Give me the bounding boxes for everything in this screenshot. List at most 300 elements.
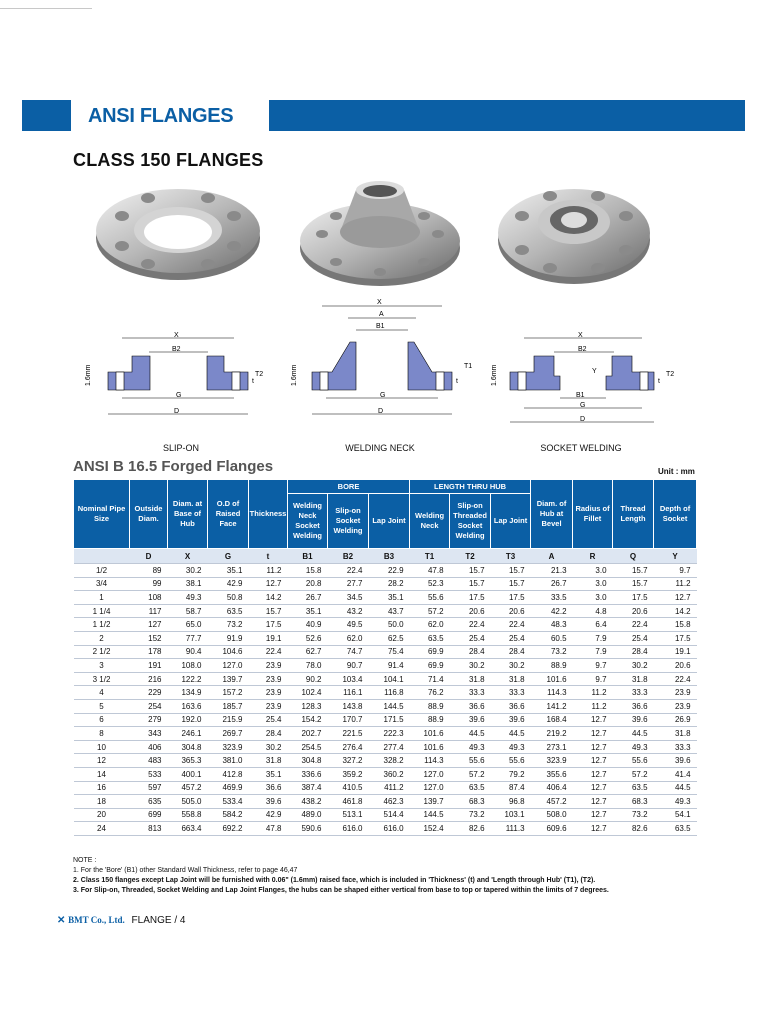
value-cell: 609.6 — [531, 822, 573, 836]
value-cell: 90.7 — [328, 659, 369, 673]
value-cell: 90.2 — [288, 672, 328, 686]
svg-text:1.6mm: 1.6mm — [291, 364, 298, 386]
value-cell: 35.1 — [249, 767, 288, 781]
svg-text:D: D — [174, 408, 180, 415]
value-cell: 304.8 — [288, 754, 328, 768]
value-cell: 185.7 — [208, 699, 249, 713]
value-cell: 359.2 — [328, 767, 369, 781]
value-cell: 63.5 — [450, 781, 491, 795]
table-row — [74, 727, 697, 741]
value-cell: 127.0 — [208, 659, 249, 673]
value-cell: 62.0 — [328, 631, 369, 645]
value-cell: 152.4 — [410, 822, 450, 836]
value-cell: 104.1 — [369, 672, 410, 686]
table-row — [74, 795, 697, 809]
brand-name: BMT Co., Ltd. — [68, 915, 125, 925]
value-cell: 26.9 — [654, 713, 697, 727]
symbol-cell: A — [531, 549, 573, 564]
value-cell: 246.1 — [168, 727, 208, 741]
value-cell: 22.4 — [249, 645, 288, 659]
value-cell: 11.2 — [249, 564, 288, 578]
svg-text:t: t — [252, 378, 254, 385]
value-cell: 60.5 — [531, 631, 573, 645]
header-thickness: Thickness — [249, 480, 288, 549]
value-cell: 44.5 — [654, 781, 697, 795]
welding-neck-flange-photo — [296, 176, 464, 288]
value-cell: 35.1 — [208, 564, 249, 578]
value-cell: 171.5 — [369, 713, 410, 727]
value-cell: 69.9 — [410, 659, 450, 673]
value-cell: 229 — [130, 686, 168, 700]
value-cell: 191 — [130, 659, 168, 673]
table-row — [74, 713, 697, 727]
value-cell: 28.4 — [450, 645, 491, 659]
value-cell: 63.5 — [410, 631, 450, 645]
value-cell: 12.7 — [573, 795, 613, 809]
value-cell: 4.8 — [573, 604, 613, 618]
pipe-size-cell: 2 1/2 — [74, 645, 130, 659]
value-cell: 12.7 — [573, 727, 613, 741]
value-cell: 36.6 — [249, 781, 288, 795]
symbol-row — [74, 549, 697, 564]
value-cell: 411.2 — [369, 781, 410, 795]
value-cell: 336.6 — [288, 767, 328, 781]
value-cell: 31.8 — [491, 672, 531, 686]
value-cell: 36.6 — [613, 699, 654, 713]
value-cell: 23.9 — [249, 659, 288, 673]
header-bore: BORE — [288, 480, 410, 494]
value-cell: 3.0 — [573, 564, 613, 578]
page-label: FLANGE / 4 — [131, 915, 186, 926]
table-body — [74, 549, 697, 836]
value-cell: 116.1 — [328, 686, 369, 700]
value-cell: 254.5 — [288, 740, 328, 754]
value-cell: 28.4 — [491, 645, 531, 659]
value-cell: 17.5 — [491, 591, 531, 605]
symbol-cell: B3 — [369, 549, 410, 564]
value-cell: 39.6 — [249, 795, 288, 809]
value-cell: 127.0 — [410, 781, 450, 795]
value-cell: 22.4 — [491, 618, 531, 632]
value-cell: 88.9 — [531, 659, 573, 673]
value-cell: 30.2 — [450, 659, 491, 673]
svg-text:G: G — [580, 402, 586, 409]
value-cell: 219.2 — [531, 727, 573, 741]
value-cell: 26.7 — [288, 591, 328, 605]
value-cell: 22.4 — [328, 564, 369, 578]
value-cell: 57.2 — [410, 604, 450, 618]
value-cell: 108 — [130, 591, 168, 605]
value-cell: 616.0 — [369, 822, 410, 836]
value-cell: 15.7 — [450, 577, 491, 591]
note-item: 1. For the 'Bore' (B1) other Standard Wall Thickness, refer to page 46,47 — [73, 867, 298, 874]
value-cell: 44.5 — [450, 727, 491, 741]
value-cell: 457.2 — [531, 795, 573, 809]
slip-on-diagram — [84, 294, 264, 429]
value-cell: 23.9 — [654, 686, 697, 700]
pipe-size-cell: 3 — [74, 659, 130, 673]
symbol-cell: T3 — [491, 549, 531, 564]
table-row — [74, 699, 697, 713]
value-cell: 43.7 — [369, 604, 410, 618]
value-cell: 39.6 — [654, 754, 697, 768]
value-cell: 15.7 — [450, 564, 491, 578]
value-cell: 78.0 — [288, 659, 328, 673]
brand-logo-icon: ✕ — [57, 915, 66, 926]
value-cell: 31.8 — [613, 672, 654, 686]
header-nominal-pipe-size: Nominal Pipe Size — [74, 480, 130, 549]
value-cell: 3.0 — [573, 577, 613, 591]
svg-text:A: A — [379, 311, 384, 318]
symbol-cell: G — [208, 549, 249, 564]
symbol-cell: T1 — [410, 549, 450, 564]
value-cell: 50.0 — [369, 618, 410, 632]
value-cell: 57.2 — [613, 767, 654, 781]
value-cell: 304.8 — [168, 740, 208, 754]
value-cell: 33.3 — [613, 686, 654, 700]
value-cell: 15.7 — [491, 577, 531, 591]
value-cell: 49.5 — [328, 618, 369, 632]
socket-welding-diagram — [491, 294, 680, 429]
value-cell: 33.5 — [531, 591, 573, 605]
pipe-size-cell: 1 1/2 — [74, 618, 130, 632]
socket-welding-label: SOCKET WELDING — [540, 443, 622, 453]
value-cell: 55.6 — [491, 754, 531, 768]
value-cell: 55.6 — [613, 754, 654, 768]
value-cell: 40.9 — [288, 618, 328, 632]
value-cell: 19.1 — [249, 631, 288, 645]
value-cell: 6.4 — [573, 618, 613, 632]
value-cell: 273.1 — [531, 740, 573, 754]
value-cell: 23.9 — [249, 672, 288, 686]
symbol-cell: B1 — [288, 549, 328, 564]
value-cell: 328.2 — [369, 754, 410, 768]
svg-text:B2: B2 — [578, 346, 587, 353]
symbol-cell: T2 — [450, 549, 491, 564]
table-row — [74, 740, 697, 754]
value-cell: 12.7 — [573, 754, 613, 768]
header-bore-welding-neck: Welding Neck Socket Welding — [288, 494, 328, 549]
value-cell: 355.6 — [531, 767, 573, 781]
note-item: 2. Class 150 flanges except Lap Joint will be furnished with 0.06" (1.6mm) raised face, which is included in 'Thickness' (t) and 'Length through Hub' (T1), (T2). — [73, 877, 596, 884]
value-cell: 139.7 — [410, 795, 450, 809]
value-cell: 55.6 — [410, 591, 450, 605]
value-cell: 813 — [130, 822, 168, 836]
value-cell: 20.6 — [654, 659, 697, 673]
value-cell: 17.5 — [654, 631, 697, 645]
value-cell: 277.4 — [369, 740, 410, 754]
value-cell: 505.0 — [168, 795, 208, 809]
value-cell: 36.6 — [450, 699, 491, 713]
value-cell: 43.2 — [328, 604, 369, 618]
pipe-size-cell: 1/2 — [74, 564, 130, 578]
value-cell: 111.3 — [491, 822, 531, 836]
value-cell: 216 — [130, 672, 168, 686]
value-cell: 222.3 — [369, 727, 410, 741]
table-row — [74, 822, 697, 836]
value-cell: 17.5 — [613, 591, 654, 605]
svg-text:t: t — [456, 378, 458, 385]
header-radius-fillet: Radius of Fillet — [573, 480, 613, 549]
value-cell: 12.7 — [573, 822, 613, 836]
svg-text:G: G — [176, 392, 182, 399]
value-cell: 3.0 — [573, 591, 613, 605]
value-cell: 33.3 — [450, 686, 491, 700]
value-cell: 15.8 — [288, 564, 328, 578]
value-cell: 39.6 — [450, 713, 491, 727]
value-cell: 114.3 — [410, 754, 450, 768]
value-cell: 139.7 — [208, 672, 249, 686]
value-cell: 11.2 — [654, 577, 697, 591]
socket-welding-flange-photo — [494, 176, 654, 290]
value-cell: 31.8 — [249, 754, 288, 768]
value-cell: 25.4 — [613, 631, 654, 645]
header-bore-lap-joint: Lap Joint — [369, 494, 410, 549]
symbol-cell: t — [249, 549, 288, 564]
value-cell: 269.7 — [208, 727, 249, 741]
value-cell: 47.8 — [410, 564, 450, 578]
value-cell: 69.9 — [410, 645, 450, 659]
value-cell: 35.1 — [288, 604, 328, 618]
header-thread-length: Thread Length — [613, 480, 654, 549]
value-cell: 12.7 — [573, 740, 613, 754]
value-cell: 49.3 — [613, 740, 654, 754]
pipe-size-cell: 2 — [74, 631, 130, 645]
svg-text:X: X — [377, 299, 382, 306]
header-bore-slip-on: Slip-on Socket Welding — [328, 494, 369, 549]
value-cell: 25.4 — [249, 713, 288, 727]
value-cell: 20.6 — [491, 604, 531, 618]
value-cell: 114.3 — [531, 686, 573, 700]
pipe-size-cell: 1 — [74, 591, 130, 605]
value-cell: 68.3 — [613, 795, 654, 809]
pipe-size-cell: 24 — [74, 822, 130, 836]
value-cell: 692.2 — [208, 822, 249, 836]
value-cell: 58.7 — [168, 604, 208, 618]
value-cell: 15.8 — [654, 618, 697, 632]
pipe-size-cell: 5 — [74, 699, 130, 713]
value-cell: 63.5 — [654, 822, 697, 836]
class-title: CLASS 150 FLANGES — [73, 150, 264, 170]
value-cell: 20.6 — [613, 604, 654, 618]
welding-neck-label: WELDING NECK — [345, 443, 415, 453]
footer — [57, 915, 185, 926]
value-cell: 23.9 — [249, 686, 288, 700]
value-cell: 90.4 — [168, 645, 208, 659]
svg-text:1.6mm: 1.6mm — [491, 364, 498, 386]
value-cell: 14.2 — [654, 604, 697, 618]
table-row — [74, 564, 697, 578]
pipe-size-cell: 16 — [74, 781, 130, 795]
value-cell: 30.2 — [491, 659, 531, 673]
value-cell: 15.7 — [491, 564, 531, 578]
value-cell: 360.2 — [369, 767, 410, 781]
value-cell: 88.9 — [410, 713, 450, 727]
pipe-size-cell: 6 — [74, 713, 130, 727]
value-cell: 31.8 — [654, 727, 697, 741]
value-cell: 141.2 — [531, 699, 573, 713]
pipe-size-cell: 4 — [74, 686, 130, 700]
svg-text:G: G — [380, 392, 386, 399]
notes — [73, 856, 733, 896]
value-cell: 103.4 — [328, 672, 369, 686]
value-cell: 134.9 — [168, 686, 208, 700]
value-cell: 96.8 — [491, 795, 531, 809]
value-cell: 457.2 — [168, 781, 208, 795]
value-cell: 73.2 — [531, 645, 573, 659]
value-cell: 597 — [130, 781, 168, 795]
value-cell: 178 — [130, 645, 168, 659]
svg-text:t: t — [658, 378, 660, 385]
value-cell: 104.6 — [208, 645, 249, 659]
value-cell: 400.1 — [168, 767, 208, 781]
value-cell: 406 — [130, 740, 168, 754]
value-cell: 63.5 — [208, 604, 249, 618]
value-cell: 28.2 — [369, 577, 410, 591]
value-cell: 12.7 — [573, 767, 613, 781]
symbol-cell: D — [130, 549, 168, 564]
table-row — [74, 577, 697, 591]
value-cell: 23.9 — [654, 699, 697, 713]
value-cell: 49.3 — [654, 795, 697, 809]
value-cell: 49.3 — [491, 740, 531, 754]
header-outside-diam: Outside Diam. — [130, 480, 168, 549]
value-cell: 127 — [130, 618, 168, 632]
note-item: 3. For Slip-on, Threaded, Socket Welding and Lap Joint Flanges, the hubs can be shaped either vertical from base to top or tapered within the limits of 7 degrees. — [73, 887, 609, 894]
value-cell: 254 — [130, 699, 168, 713]
value-cell: 79.2 — [491, 767, 531, 781]
value-cell: 406.4 — [531, 781, 573, 795]
pipe-size-cell: 10 — [74, 740, 130, 754]
value-cell: 65.0 — [168, 618, 208, 632]
slip-on-label: SLIP-ON — [162, 443, 199, 453]
value-cell: 192.0 — [168, 713, 208, 727]
value-cell: 82.6 — [613, 822, 654, 836]
value-cell: 28.4 — [613, 645, 654, 659]
value-cell: 7.9 — [573, 631, 613, 645]
pipe-size-cell: 20 — [74, 808, 130, 822]
pipe-size-cell: 3 1/2 — [74, 672, 130, 686]
value-cell: 39.6 — [613, 713, 654, 727]
value-cell: 461.8 — [328, 795, 369, 809]
value-cell: 42.9 — [208, 577, 249, 591]
value-cell: 73.2 — [450, 808, 491, 822]
value-cell: 52.6 — [288, 631, 328, 645]
value-cell: 89 — [130, 564, 168, 578]
value-cell: 387.4 — [288, 781, 328, 795]
value-cell: 76.2 — [410, 686, 450, 700]
value-cell: 54.1 — [654, 808, 697, 822]
value-cell: 276.4 — [328, 740, 369, 754]
welding-neck-diagram — [290, 294, 476, 429]
value-cell: 12.7 — [249, 577, 288, 591]
value-cell: 33.3 — [491, 686, 531, 700]
value-cell: 215.9 — [208, 713, 249, 727]
value-cell: 533.4 — [208, 795, 249, 809]
symbol-cell: Y — [654, 549, 697, 564]
value-cell: 116.8 — [369, 686, 410, 700]
top-rule — [0, 8, 92, 9]
value-cell: 31.8 — [450, 672, 491, 686]
value-cell: 101.6 — [531, 672, 573, 686]
value-cell: 75.4 — [369, 645, 410, 659]
value-cell: 36.6 — [491, 699, 531, 713]
svg-text:T2: T2 — [666, 371, 675, 378]
value-cell: 202.7 — [288, 727, 328, 741]
value-cell: 533 — [130, 767, 168, 781]
value-cell: 144.5 — [369, 699, 410, 713]
value-cell: 99 — [130, 577, 168, 591]
value-cell: 39.6 — [491, 713, 531, 727]
value-cell: 28.4 — [249, 727, 288, 741]
value-cell: 221.5 — [328, 727, 369, 741]
table-row — [74, 659, 697, 673]
value-cell: 82.6 — [450, 822, 491, 836]
value-cell: 52.3 — [410, 577, 450, 591]
slip-on-flange-photo — [92, 176, 264, 286]
value-cell: 38.1 — [168, 577, 208, 591]
value-cell: 91.9 — [208, 631, 249, 645]
header-diam-base-hub: Diam. at Base of Hub — [168, 480, 208, 549]
svg-text:X: X — [578, 332, 583, 339]
svg-text:X: X — [174, 332, 179, 339]
value-cell: 87.4 — [491, 781, 531, 795]
value-cell: 323.9 — [531, 754, 573, 768]
page-title: ANSI FLANGES — [88, 105, 234, 127]
table-row — [74, 781, 697, 795]
header-od-raised-face: O.D of Raised Face — [208, 480, 249, 549]
flange-dimension-table — [73, 479, 697, 836]
value-cell: 12.7 — [573, 808, 613, 822]
section-title: ANSI B 16.5 Forged Flanges — [73, 458, 274, 475]
value-cell: 168.4 — [531, 713, 573, 727]
value-cell: 128.3 — [288, 699, 328, 713]
value-cell: 62.5 — [369, 631, 410, 645]
value-cell: 42.2 — [531, 604, 573, 618]
value-cell: 323.9 — [208, 740, 249, 754]
value-cell: 143.8 — [328, 699, 369, 713]
value-cell: 42.9 — [249, 808, 288, 822]
value-cell: 15.7 — [249, 604, 288, 618]
value-cell: 44.5 — [613, 727, 654, 741]
header-length-welding-neck: Welding Neck — [410, 494, 450, 549]
value-cell: 489.0 — [288, 808, 328, 822]
table-row — [74, 631, 697, 645]
value-cell: 12.7 — [654, 591, 697, 605]
value-cell: 584.2 — [208, 808, 249, 822]
pipe-size-cell: 14 — [74, 767, 130, 781]
table-row — [74, 604, 697, 618]
pipe-size-cell: 8 — [74, 727, 130, 741]
value-cell: 327.2 — [328, 754, 369, 768]
value-cell: 22.9 — [369, 564, 410, 578]
banner-block-right — [269, 100, 745, 131]
header-depth-socket: Depth of Socket — [654, 480, 697, 549]
value-cell: 343 — [130, 727, 168, 741]
value-cell: 127.0 — [410, 767, 450, 781]
value-cell: 68.3 — [450, 795, 491, 809]
value-cell: 513.1 — [328, 808, 369, 822]
table-row — [74, 767, 697, 781]
value-cell: 17.5 — [450, 591, 491, 605]
value-cell: 35.1 — [369, 591, 410, 605]
table-row — [74, 754, 697, 768]
table-row — [74, 808, 697, 822]
value-cell: 469.9 — [208, 781, 249, 795]
value-cell: 12.7 — [573, 781, 613, 795]
value-cell: 412.8 — [208, 767, 249, 781]
value-cell: 17.5 — [249, 618, 288, 632]
